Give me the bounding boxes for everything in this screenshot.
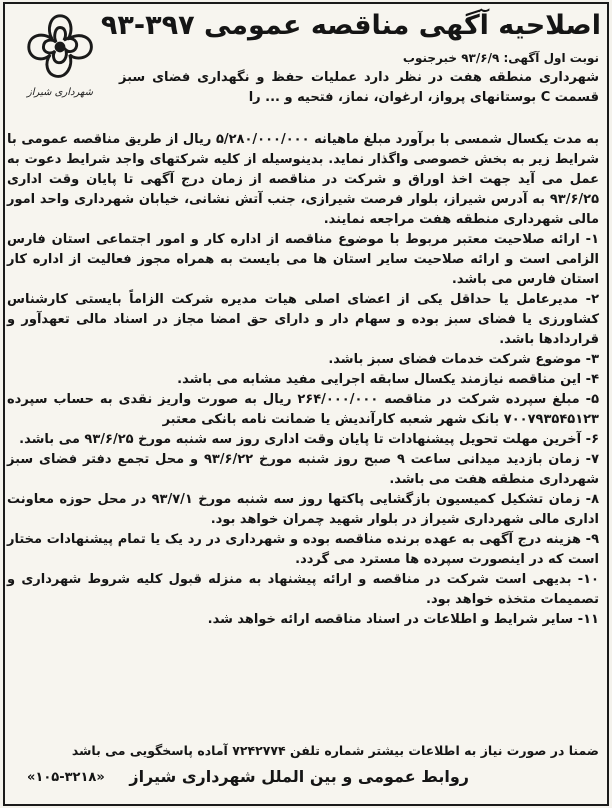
condition-item: ۳- موضوع شرکت خدمات فضای سبز باشد. [328,352,599,367]
intro-text: شهرداری منطقه هفت در نظر دارد عملیات حفظ و نگهداری فضای سبز قسمت C بوستانهای پرواز، ارغوان، نماز، فتحیه و ... را [119,70,599,105]
notice-frame [3,2,609,806]
condition-item: ۱۰- بدیهی است شرکت در مناقصه و ارائه پیشنهاد به منزله قبول کلیه شروط شهرداری و تصمیمات متخذه خواهد بود. [7,572,599,607]
municipality-logo [11,8,109,104]
condition-item: ۷- زمان بازدید میدانی ساعت ۹ صبح روز شنبه مورخ ۹۳/۶/۲۲ و محل تجمع دفتر فضای سبز شهرداری منطقه هفت می باشد. [7,452,599,487]
signature-block [7,766,599,806]
condition-item: ۸- زمان تشکیل کمیسیون بازگشایی پاکتها روز سه شنبه مورخ ۹۳/۷/۱ در محل حوزه معاونت اداری مالی شهرداری شیراز در بلوار شهید چمران خواهد بود. [7,492,600,527]
intro-rest: به مدت یکسال شمسی با برآورد مبلغ ماهیانه ۵/۲۸۰/۰۰۰/۰۰۰ ریال از طریق مناقصه عمومی با شرایط زیر به بخش خصوصی واگذار نماید. بدینوسیله از کلیه شرکتهای واجد شرایط دعوت به عمل می آید جهت اخذ اوراق و شرکت در مناقصه از زمان درج آگهی تا پایان وقت اداری ۹۳/۶/۲۵ به آدرس شیراز، بلوار فرصت شیرازی، جنب آتش نشانی، خیابان شهرداری واحد امور مالی شهرداری منطقه هفت مراجعه نمایند. [7,132,599,227]
condition-item: ۹- هزینه درج آگهی به عهده برنده مناقصه بوده و شهرداری در رد یک یا تمام پیشنهادات مختار است که در اینصورت سپرده ها مسترد می گردد. [7,532,599,567]
flower-logo-icon [11,8,109,86]
condition-item: ۱۱- سایر شرایط و اطلاعات در اسناد مناقصه ارائه خواهد شد. [207,612,599,627]
contact-note: ضمنا در صورت نیاز به اطلاعات بیشتر شماره تلفن ۷۲۴۲۷۷۴ آماده پاسخگویی می باشد [71,743,599,758]
notice-code: «۱۰۵-۳۲۱۸» [27,770,105,785]
condition-item: ۴- این مناقصه نیازمند یکسال سابقه اجرایی مفید مشابه می باشد. [177,372,599,387]
notice-body [7,130,599,630]
condition-item: ۲- مدیرعامل یا حداقل یکی از اعضای اصلی هیات مدیره شرکت الزاماً بایستی کارشناس کشاورزی یا فضای سبز بوده و سهام دار و دارای حق امضا مجاز در اسناد مالی تعهدآور و قراردادها باشد. [7,292,599,347]
condition-item: ۶- آخرین مهلت تحویل پیشنهادات تا پایان وقت اداری روز سه شنبه مورخ ۹۳/۶/۲۵ می باشد. [19,432,599,447]
condition-item: ۱- ارائه صلاحیت معتبر مربوط با موضوع مناقصه از اداره کار و امور اجتماعی استان فارس الزامی است و ارائه صلاحیت سایر استان ها می بایست به همراه مجوز فعالیت از اداره کار استان فارس می باشد. [7,232,599,287]
publication-meta: نوبت اول آگهی: ۹۳/۶/۹ خبرجنوب [402,51,599,65]
notice-title: اصلاحیه آگهی مناقصه عمومی ۳۹۷-۹۳ [100,10,601,41]
condition-item: ۵- مبلغ سپرده شرکت در مناقصه ۲۶۴/۰۰۰/۰۰۰ ریال به صورت واریز نقدی به حساب سپرده ۷۰۰۷۹۳۵۴۵۱۲۳ بانک شهر شعبه کارآندیش یا ضمانت نامه بانکی معتبر [7,392,599,427]
signature-text: روابط عمومی و بین الملل شهرداری شیراز [129,767,469,786]
logo-caption: شهرداری شیراز [26,87,94,98]
